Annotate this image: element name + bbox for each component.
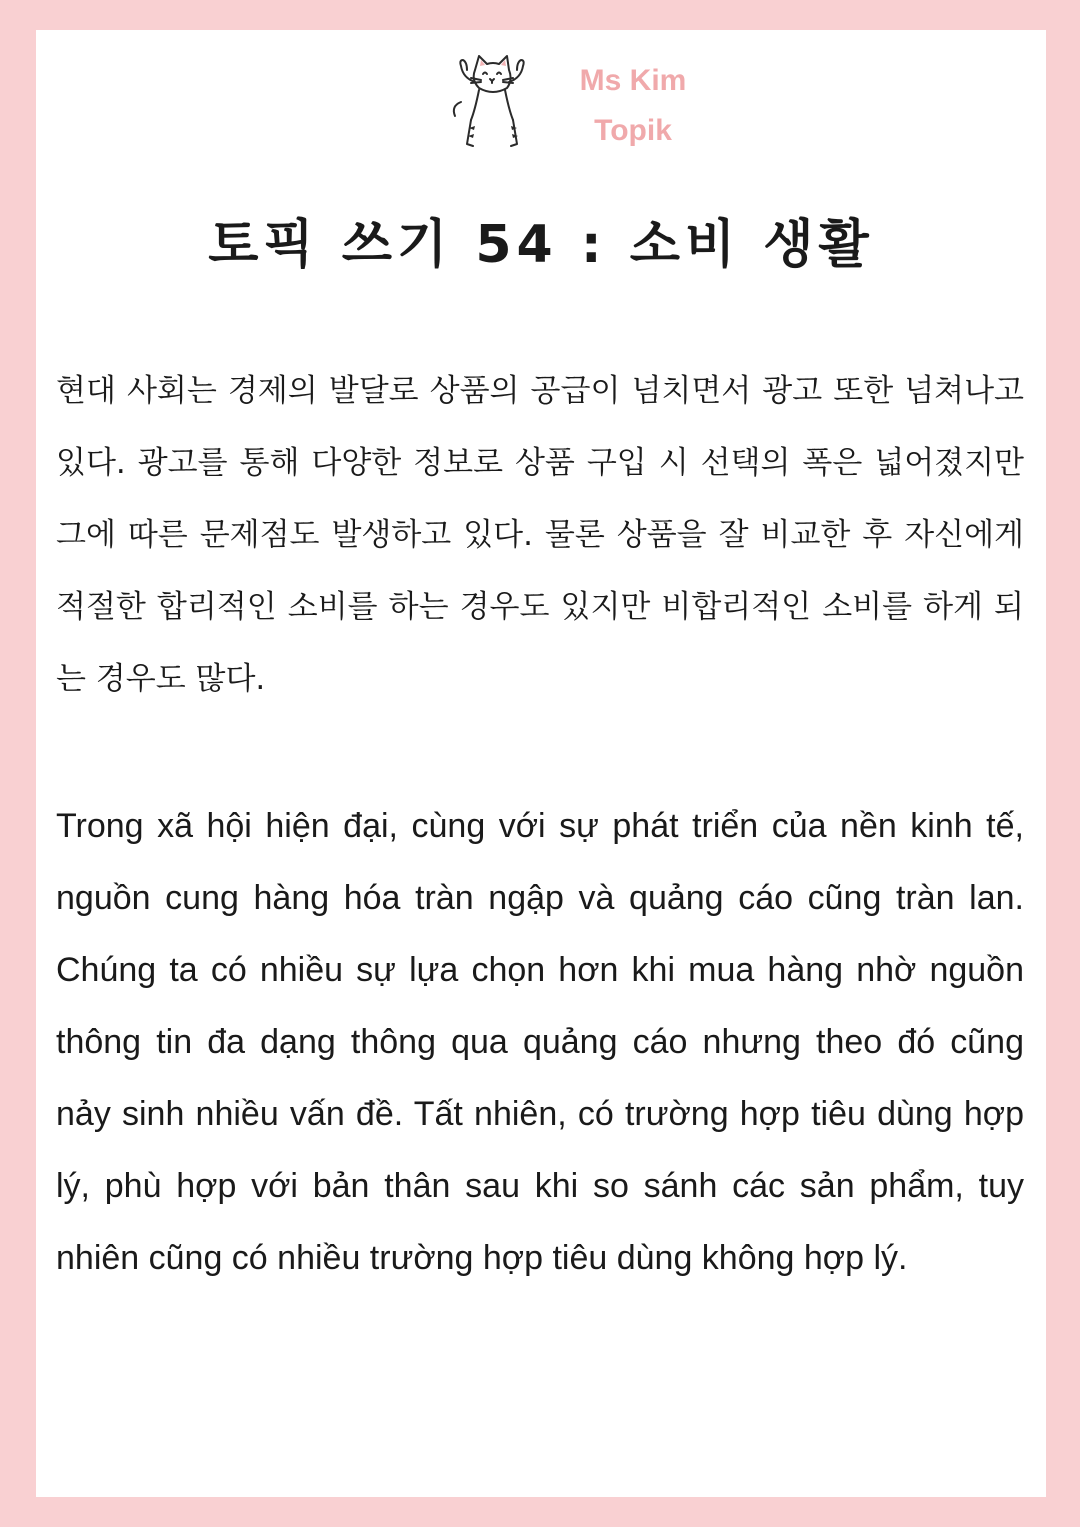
- cat-icon: [441, 48, 541, 158]
- brand-name: [563, 56, 703, 156]
- korean-paragraph: 현대 사회는 경제의 발달로 상품의 공급이 넘치면서 광고 또한 넘쳐나고 있다. 광고를 통해 다양한 정보로 상품 구입 시 선택의 폭은 넓어졌지만 그에 따른 문제점도 발생하고 있다. 물론 상품을 잘 비교한 후 자신에게 적절한 합리적인 소비를 하는 경우도 있지만 비합리적인 소비를 하게 되는 경우도 많다.: [56, 373, 1024, 697]
- page-title: 토픽 쓰기 54 : 소비 생활: [208, 215, 874, 275]
- brand-name-line1: Ms Kim: [579, 64, 687, 97]
- brand-name-line2: Topik: [594, 114, 672, 147]
- document-page: [36, 30, 1046, 1497]
- brand-logo: [441, 48, 721, 158]
- vietnamese-paragraph: Trong xã hội hiện đại, cùng với sự phát triển của nền kinh tế, nguồn cung hàng hóa tràn ngập và quảng cáo cũng tràn lan. Chúng ta có nhiều sự lựa chọn hơn khi mua hàng nhờ nguồn thông tin đa dạng thông qua quảng cáo nhưng theo đó cũng nảy sinh nhiều vấn đề. Tất nhiên, có trường hợp tiêu dùng hợp lý, phù hợp với bản thân sau khi so sánh các sản phẩm, tuy nhiên cũng có nhiều trường hợp tiêu dùng không hợp lý.: [56, 807, 1024, 1277]
